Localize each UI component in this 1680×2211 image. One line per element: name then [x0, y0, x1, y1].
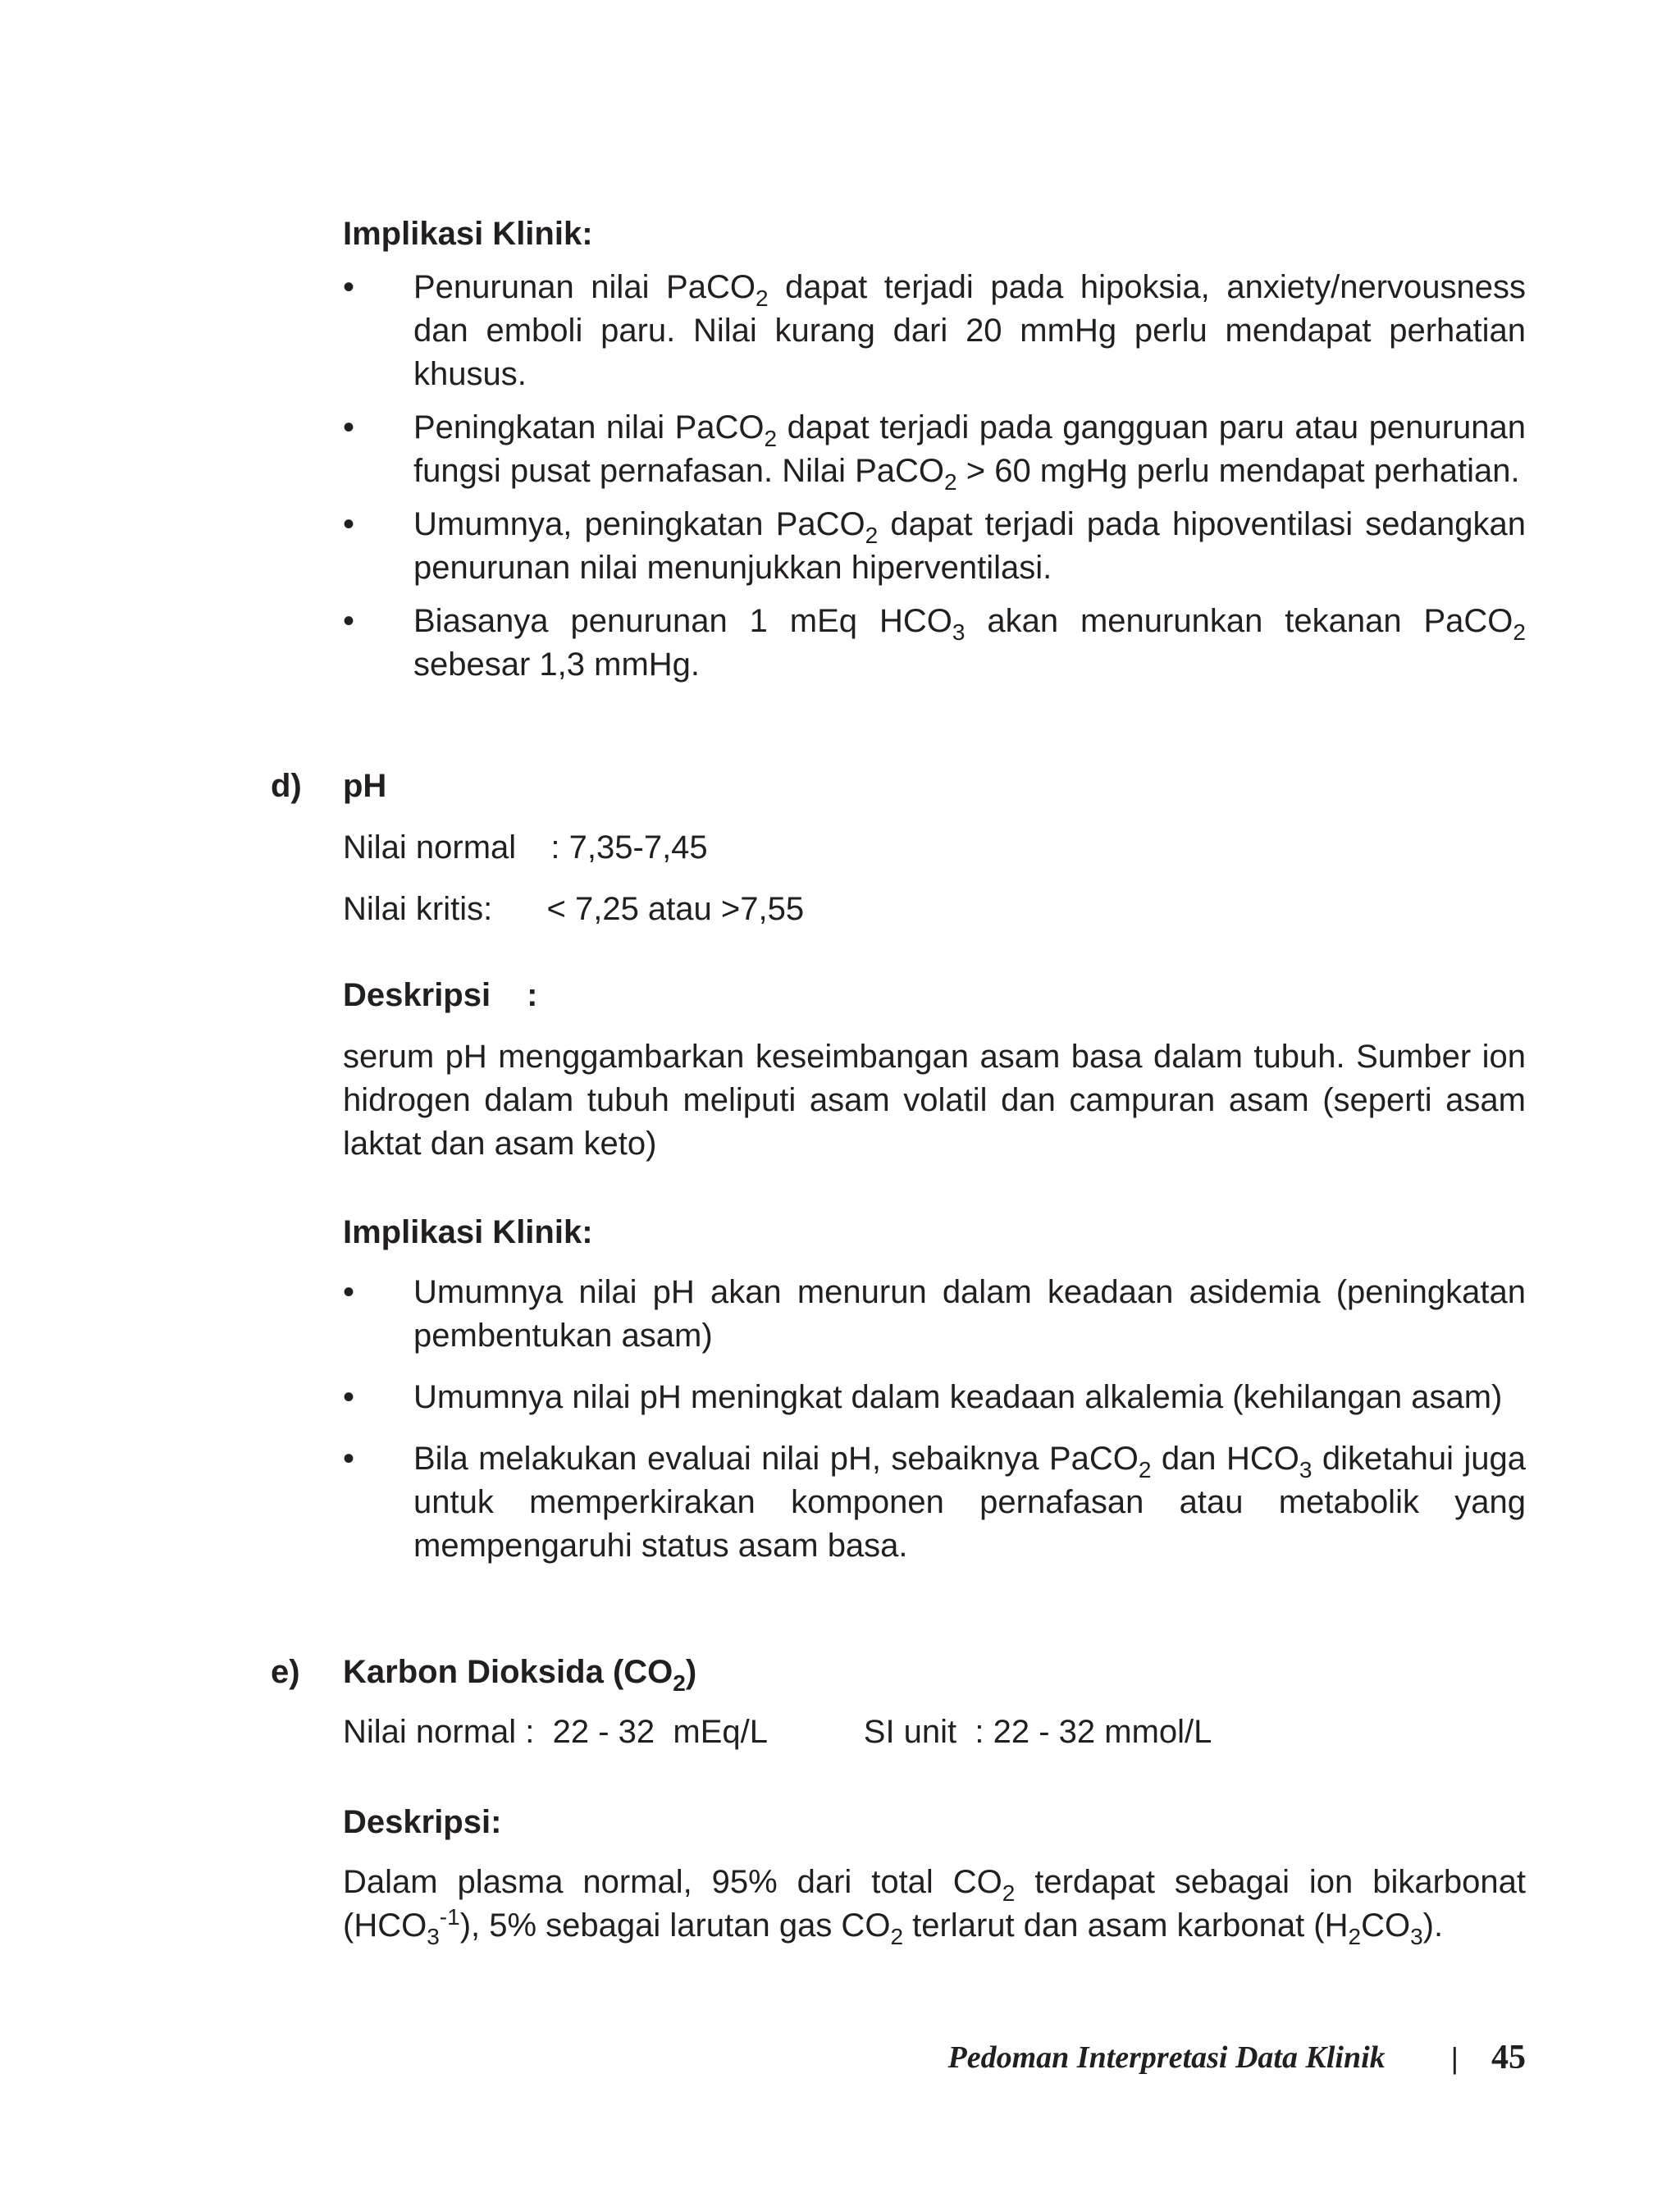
- co2-description: Dalam plasma normal, 95% dari total $CO_2$ terdapat sebagai ion bikarbonat $(HCO_3^{-1})$, 5% sebagai larutan gas $CO_2$ terlarut dan asam karbonat $(H_2CO_3)$.: [343, 1864, 1526, 1949]
- list-item: [343, 266, 1526, 396]
- ph-desc-heading: [343, 974, 1526, 1017]
- ph-critical-label: Nilai kritis:: [343, 891, 493, 927]
- ph-critical-row: [343, 888, 1526, 931]
- co2-normal-value: Nilai normal : 22 - 32 mEq/L: [343, 1714, 767, 1750]
- co2-desc-heading: Deskripsi:: [343, 1804, 502, 1840]
- bullet-icon: •: [343, 1274, 355, 1310]
- co2-si-value: SI unit : 22 - 32 mmol/L: [863, 1714, 1212, 1750]
- section-e-title: Karbon Dioksida $(CO_2)$: [343, 1654, 697, 1696]
- list-item: [343, 600, 1526, 687]
- ph-normal-value: : 7,35-7,45: [550, 829, 708, 866]
- bullet-text: Umumnya, peningkatan PaCO$_2$ dapat terjadi pada hipoventilasi sedangkan penurunan nilai menunjukkan hiperventilasi.: [413, 506, 1527, 586]
- ph-normal-row: [343, 826, 1526, 870]
- footer-book-title: Pedoman Interpretasi Data Klinik: [947, 2040, 1386, 2075]
- co2-values-row: [343, 1711, 1526, 1754]
- ph-desc-colon: :: [527, 977, 538, 1013]
- bullet-text: Umumnya nilai pH meningkat dalam keadaan alkalemia (kehilangan asam): [413, 1379, 1503, 1415]
- implications-heading: Implikasi Klinik:: [343, 216, 593, 252]
- page-footer: [902, 2036, 1526, 2080]
- bullet-text: Biasanya penurunan 1 mEq $HCO_3$ akan menurunkan tekanan PaCO$_2$ sebesar 1,3 mmHg.: [413, 603, 1526, 683]
- section-d-title: pH: [343, 768, 387, 804]
- section-c-implications: [343, 212, 1526, 687]
- ph-critical-value: < 7,25 atau >7,55: [546, 891, 805, 927]
- bullet-icon: •: [343, 1379, 355, 1415]
- ph-implications-heading: Implikasi Klinik:: [343, 1214, 593, 1250]
- bullet-icon: •: [343, 1441, 355, 1477]
- bullet-text: Penurunan nilai PaCO$_2$ dapat terjadi pada hipoksia, anxiety/nervousness dan emboli paru. Nilai kurang dari 20 mmHg perlu mendapat perhatian khusus.: [413, 269, 1526, 392]
- ph-implications-list: [343, 1271, 1526, 1568]
- section-d-label: d): [271, 768, 302, 804]
- bullet-text: Bila melakukan evaluai nilai pH, sebaiknya PaCO$_2$ dan $HCO_3$ diketahui juga untuk memperkirakan komponen pernafasan atau metabolik yang mempengaruhi status asam basa.: [413, 1441, 1527, 1564]
- implications-list: [343, 266, 1526, 687]
- section-d: [343, 765, 1526, 1568]
- ph-description: serum pH menggambarkan keseimbangan asam basa dalam tubuh. Sumber ion hidrogen dalam tubuh meliputi asam volatil dan campuran asam (seperti asam laktat dan asam keto): [343, 1039, 1526, 1162]
- list-item: [343, 1376, 1526, 1419]
- list-item: [343, 1437, 1526, 1568]
- section-e: [343, 1651, 1526, 1948]
- bullet-icon: •: [343, 506, 355, 542]
- list-item: [343, 406, 1526, 493]
- bullet-icon: •: [343, 269, 355, 305]
- ph-desc-heading-text: Deskripsi: [343, 977, 491, 1013]
- bullet-text: Umumnya nilai pH akan menurun dalam keadaan asidemia (peningkatan pembentukan asam): [413, 1274, 1526, 1354]
- bullet-icon: •: [343, 409, 355, 445]
- page-number: 45: [1491, 2039, 1526, 2076]
- section-e-label: e): [271, 1654, 300, 1690]
- list-item: [343, 503, 1526, 590]
- bullet-icon: •: [343, 603, 355, 639]
- list-item: [343, 1271, 1526, 1358]
- bullet-text: Peningkatan nilai PaCO$_2$ dapat terjadi pada gangguan paru atau penurunan fungsi pusat pernafasan. Nilai PaCO$_2$ > 60 mgHg perlu mendapat perhatian.: [413, 409, 1526, 495]
- footer-separator: |: [1450, 2041, 1459, 2075]
- ph-normal-label: Nilai normal: [343, 829, 517, 866]
